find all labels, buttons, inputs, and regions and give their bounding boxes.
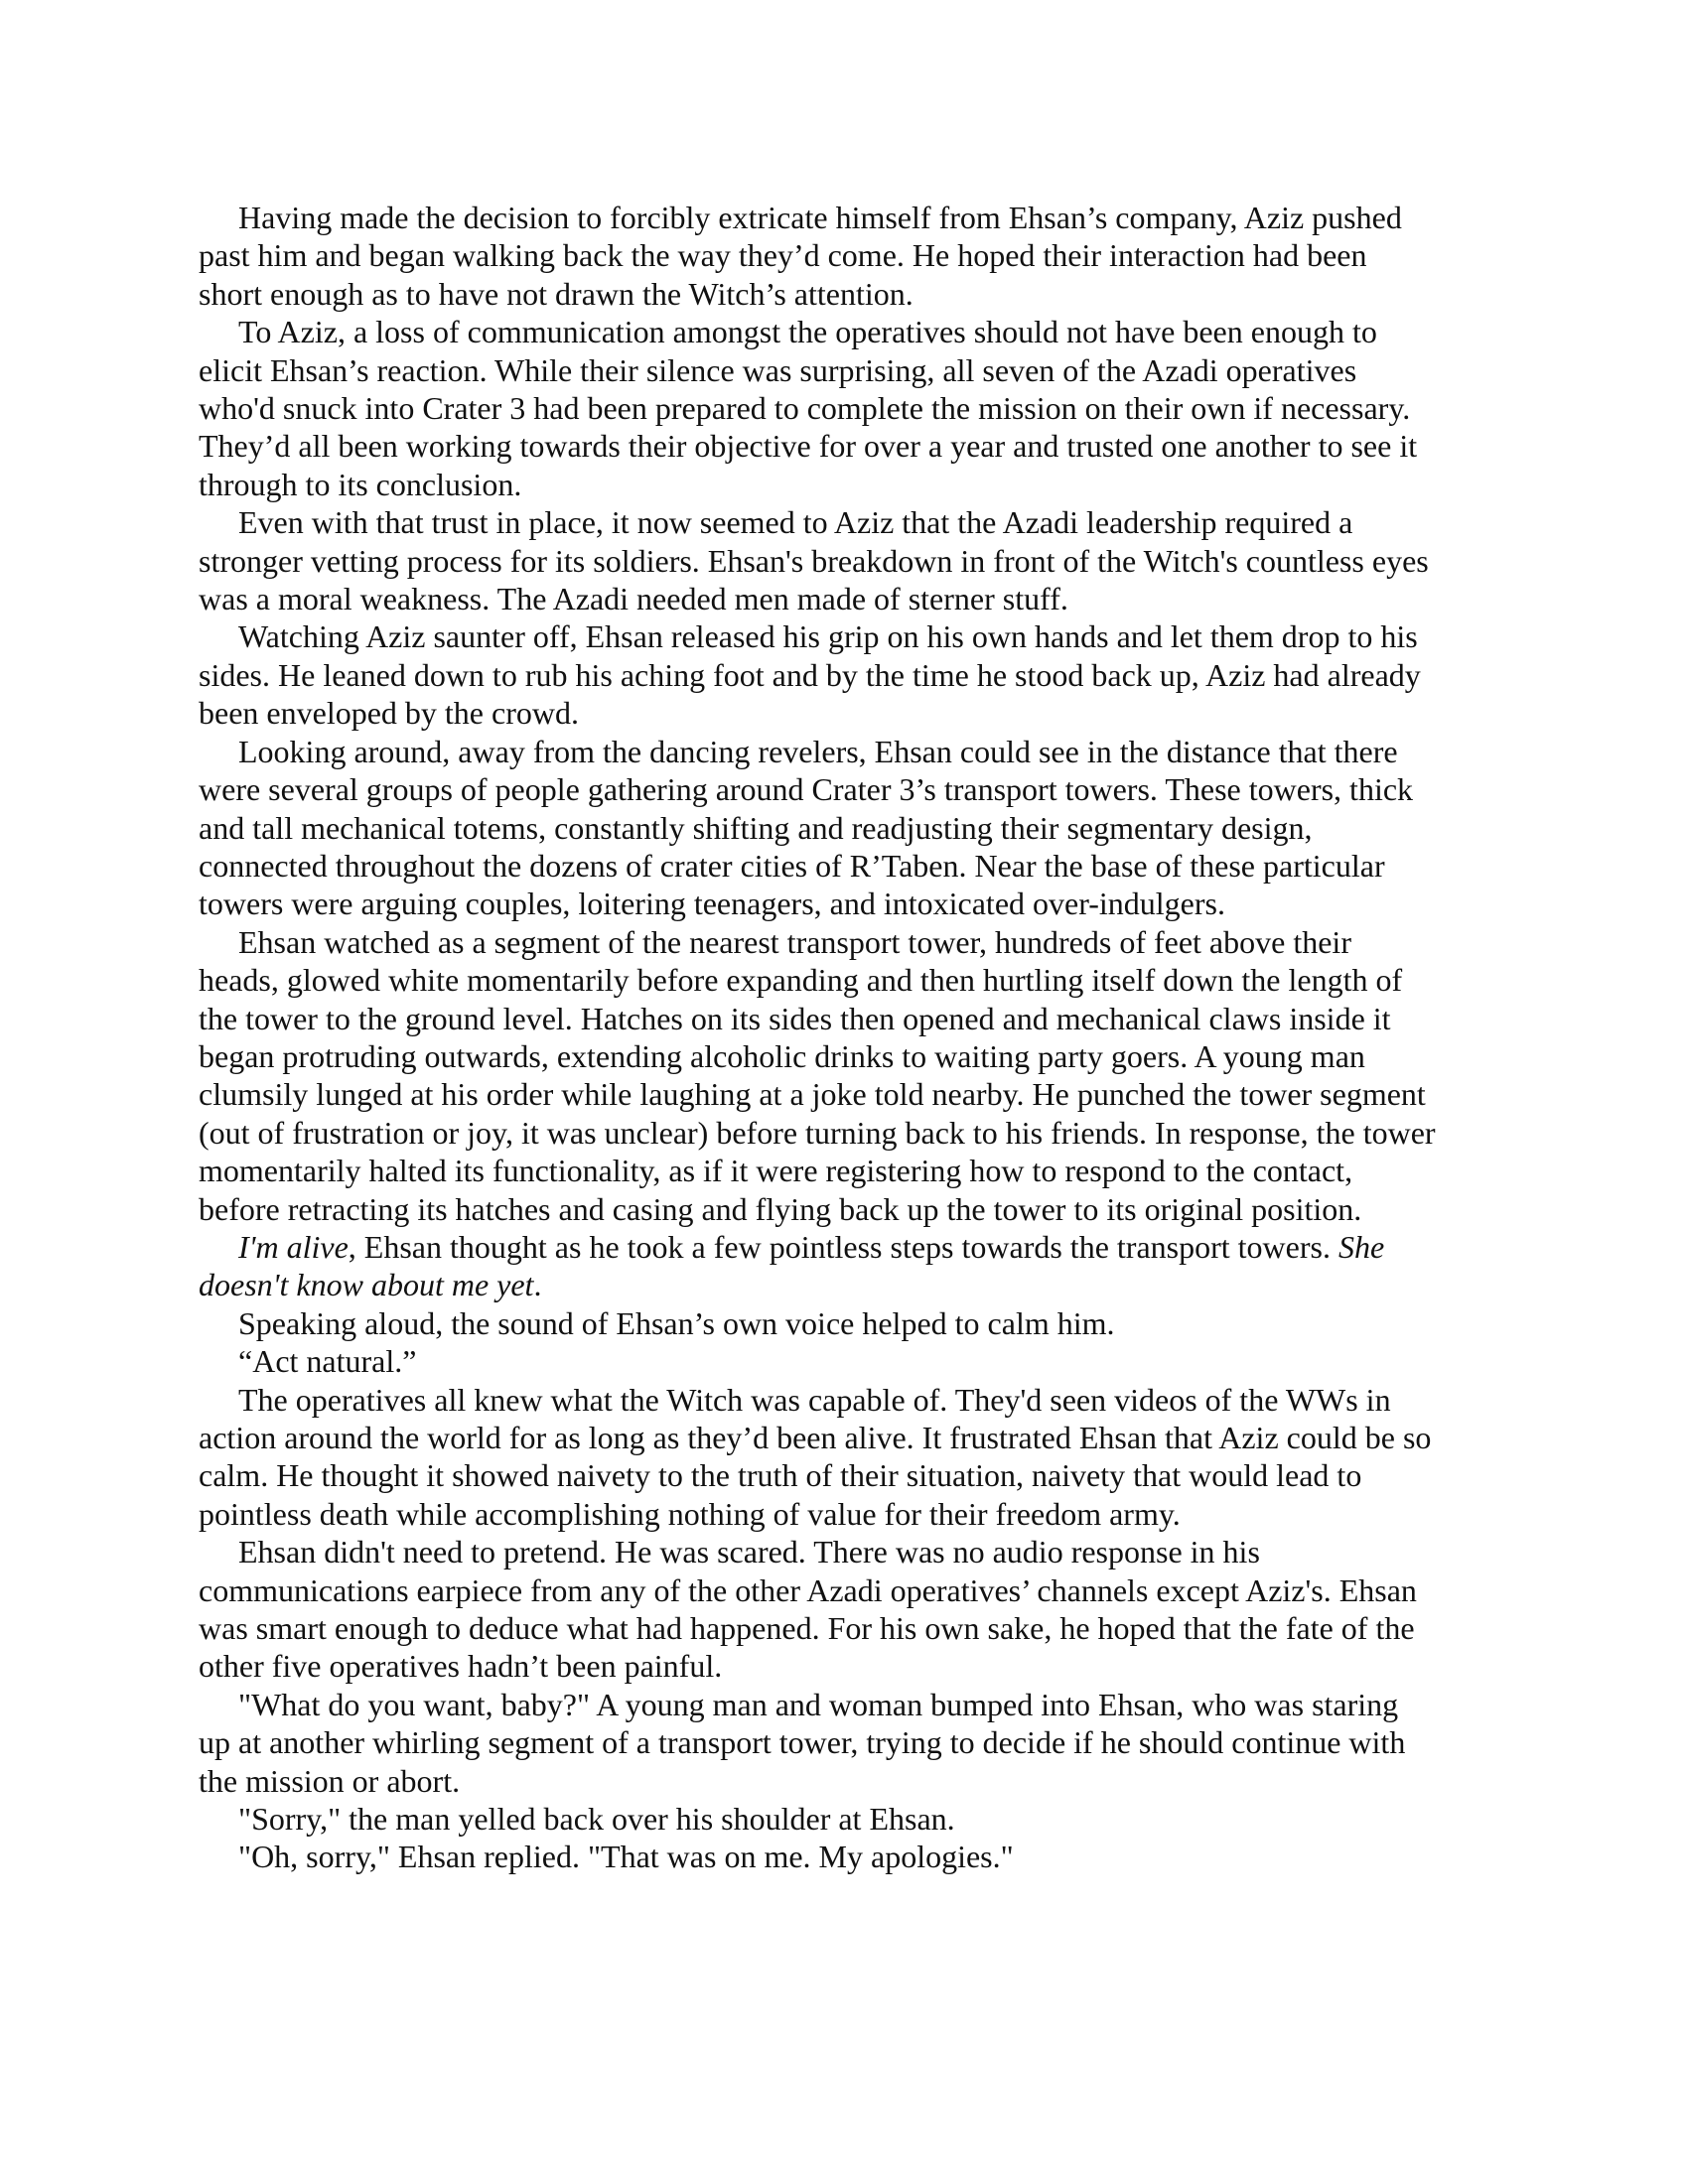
text-line: been enveloped by the crowd. [199, 695, 579, 732]
italic-thought: She [1337, 1228, 1385, 1265]
italic-thought: I'm alive [238, 1228, 349, 1265]
paragraph-10 [199, 1381, 1489, 1534]
paragraph-2 [199, 313, 1489, 503]
text-line: the tower to the ground level. Hatches on its sides then opened and mechanical claws inside it [199, 1000, 1391, 1036]
text-line: through to its conclusion. [199, 466, 522, 502]
text-line: “Act natural.” [238, 1343, 417, 1380]
text-line: up at another whirling segment of a transport tower, trying to decide if he should continue with [199, 1724, 1406, 1761]
text-line: Even with that trust in place, it now seemed to Aziz that the Azadi leadership required a [238, 504, 1353, 541]
paragraph-6 [199, 923, 1489, 1228]
text-line: communications earpiece from any of the other Azadi operatives’ channels except Aziz's. Ehsan [199, 1571, 1417, 1608]
text-run: . [533, 1267, 542, 1303]
text-line: heads, glowed white momentarily before expanding and then hurtling itself down the length of [199, 962, 1403, 999]
text-run: , Ehsan thought as he took a few pointless steps towards the transport towers. [348, 1228, 1338, 1265]
text-line: "Oh, sorry," Ehsan replied. "That was on me. My apologies." [238, 1839, 1014, 1875]
italic-thought: doesn't know about me yet [199, 1267, 534, 1303]
paragraph-1 [199, 199, 1489, 313]
text-line: other five operatives hadn’t been painful. [199, 1648, 723, 1685]
text-line: connected throughout the dozens of crater cities of R’Taben. Near the base of these particular [199, 847, 1385, 884]
text-line: before retracting its hatches and casing and flying back up the tower to its original position. [199, 1190, 1362, 1227]
text-line: was a moral weakness. The Azadi needed men made of sterner stuff. [199, 581, 1068, 617]
text-line: momentarily halted its functionality, as if it were registering how to respond to the contact, [199, 1153, 1353, 1189]
text-line: pointless death while accomplishing nothing of value for their freedom army. [199, 1495, 1181, 1532]
text-line: Looking around, away from the dancing revelers, Ehsan could see in the distance that there [238, 733, 1398, 769]
text-line: towers were arguing couples, loitering teenagers, and intoxicated over-indulgers. [199, 886, 1225, 922]
text-line: elicit Ehsan’s reaction. While their silence was surprising, all seven of the Azadi operatives [199, 351, 1357, 388]
text-line: began protruding outwards, extending alcoholic drinks to waiting party goers. A young man [199, 1037, 1365, 1074]
text-line [199, 1228, 1489, 1266]
text-line: and tall mechanical totems, constantly shifting and readjusting their segmentary design, [199, 809, 1313, 846]
text-line: Ehsan watched as a segment of the nearest transport tower, hundreds of feet above their [238, 923, 1351, 960]
text-line: clumsily lunged at his order while laughing at a joke told nearby. He punched the tower segment [199, 1076, 1426, 1113]
paragraph-13 [199, 1800, 1489, 1838]
text-line: The operatives all knew what the Witch was capable of. They'd seen videos of the WWs in [238, 1381, 1391, 1418]
paragraph-9 [199, 1342, 1489, 1380]
paragraph-3 [199, 503, 1489, 617]
paragraph-7 [199, 1228, 1489, 1304]
text-line: past him and began walking back the way they’d come. He hoped their interaction had been [199, 237, 1367, 274]
text-line: short enough as to have not drawn the Witch’s attention. [199, 275, 914, 312]
text-line: the mission or abort. [199, 1762, 461, 1799]
text-line: Ehsan didn't need to pretend. He was scared. There was no audio response in his [238, 1534, 1260, 1570]
text-line: Speaking aloud, the sound of Ehsan’s own voice helped to calm him. [238, 1304, 1115, 1341]
text-line: Watching Aziz saunter off, Ehsan released his grip on his own hands and let them drop to his [238, 618, 1418, 655]
text-line: calm. He thought it showed naivety to the truth of their situation, naivety that would lead to [199, 1457, 1362, 1494]
paragraph-12 [199, 1686, 1489, 1800]
text-line: To Aziz, a loss of communication amongst the operatives should not have been enough to [238, 314, 1377, 350]
text-line: stronger vetting process for its soldiers. Ehsan's breakdown in front of the Witch's countless eyes [199, 542, 1429, 579]
text-line [159, 1266, 1489, 1303]
document-page [199, 199, 1489, 1876]
text-line: was smart enough to deduce what had happened. For his own sake, he hoped that the fate of the [199, 1610, 1415, 1647]
text-line: "Sorry," the man yelled back over his shoulder at Ehsan. [238, 1801, 955, 1838]
text-line: who'd snuck into Crater 3 had been prepared to complete the mission on their own if necessary. [199, 390, 1411, 427]
paragraph-4 [199, 617, 1489, 732]
text-line: Having made the decision to forcibly extricate himself from Ehsan’s company, Aziz pushed [238, 200, 1402, 235]
paragraph-8 [199, 1304, 1489, 1342]
text-line: "What do you want, baby?" A young man and woman bumped into Ehsan, who was staring [238, 1686, 1399, 1722]
text-line: They’d all been working towards their objective for over a year and trusted one another to see it [199, 428, 1418, 465]
paragraph-5 [199, 733, 1489, 923]
text-line: were several groups of people gathering around Crater 3’s transport towers. These towers, thick [199, 771, 1414, 808]
text-line: (out of frustration or joy, it was unclear) before turning back to his friends. In response, the tower [199, 1114, 1436, 1151]
paragraph-11 [199, 1533, 1489, 1686]
text-line: action around the world for as long as they’d been alive. It frustrated Ehsan that Aziz could be so [199, 1420, 1432, 1455]
paragraph-14 [199, 1838, 1489, 1875]
text-line: sides. He leaned down to rub his aching foot and by the time he stood back up, Aziz had already [199, 656, 1421, 693]
